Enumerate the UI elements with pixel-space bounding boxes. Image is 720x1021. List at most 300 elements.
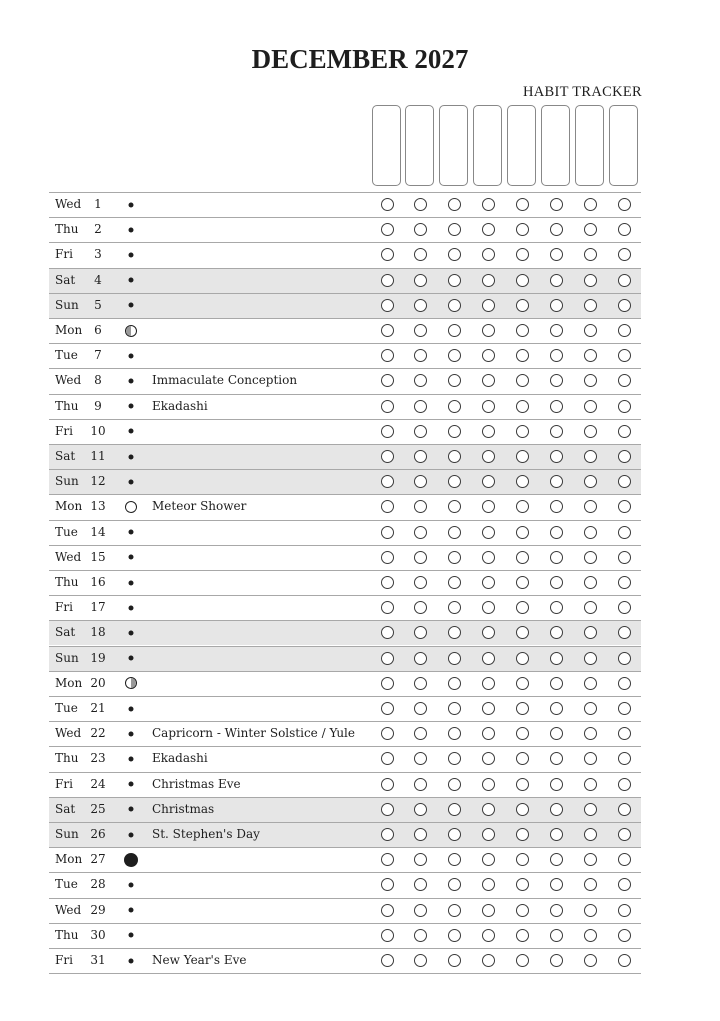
habit-checkbox[interactable] <box>516 475 529 488</box>
habit-checkbox[interactable] <box>618 374 631 387</box>
habit-checkbox[interactable] <box>618 828 631 841</box>
habit-checkbox[interactable] <box>618 526 631 539</box>
habit-checkbox[interactable] <box>414 198 427 211</box>
habit-checkbox[interactable] <box>448 652 461 665</box>
habit-checkbox[interactable] <box>516 727 529 740</box>
habit-checkbox[interactable] <box>618 752 631 765</box>
habit-checkbox[interactable] <box>584 198 597 211</box>
habit-checkbox[interactable] <box>448 878 461 891</box>
habit-checkbox[interactable] <box>516 551 529 564</box>
habit-checkbox[interactable] <box>550 727 563 740</box>
habit-checkbox[interactable] <box>550 475 563 488</box>
day-number: 9 <box>94 398 102 413</box>
day-of-week: Sun <box>55 827 79 841</box>
habit-checkbox[interactable] <box>482 727 495 740</box>
habit-checkbox[interactable] <box>482 929 495 942</box>
habit-checkbox[interactable] <box>618 853 631 866</box>
habit-checkbox[interactable] <box>618 778 631 791</box>
habit-checkbox[interactable] <box>584 551 597 564</box>
habit-checkbox[interactable] <box>482 752 495 765</box>
habit-checkbox[interactable] <box>414 274 427 287</box>
habit-checkbox[interactable] <box>448 677 461 690</box>
habit-checkbox[interactable] <box>584 904 597 917</box>
habit-checkbox[interactable] <box>550 878 563 891</box>
habit-checkbox[interactable] <box>482 778 495 791</box>
habit-checkbox[interactable] <box>584 299 597 312</box>
habit-checkbox[interactable] <box>516 652 529 665</box>
habit-checkbox[interactable] <box>516 929 529 942</box>
habit-checkbox[interactable] <box>448 778 461 791</box>
habit-checkbox[interactable] <box>516 526 529 539</box>
habit-checkbox[interactable] <box>381 752 394 765</box>
habit-checkbox[interactable] <box>482 299 495 312</box>
habit-checkbox[interactable] <box>516 274 529 287</box>
habit-checkbox[interactable] <box>550 904 563 917</box>
habit-checkbox[interactable] <box>482 576 495 589</box>
habit-checkbox[interactable] <box>550 400 563 413</box>
habit-checkbox[interactable] <box>448 853 461 866</box>
habit-checkbox[interactable] <box>381 526 394 539</box>
habit-checkbox[interactable] <box>584 853 597 866</box>
habit-checkbox[interactable] <box>448 752 461 765</box>
habit-checkbox[interactable] <box>584 778 597 791</box>
habit-checkbox[interactable] <box>482 853 495 866</box>
habit-checkbox[interactable] <box>448 727 461 740</box>
habit-checkbox[interactable] <box>516 374 529 387</box>
habit-checkbox[interactable] <box>482 702 495 715</box>
habit-checkbox[interactable] <box>584 349 597 362</box>
day-number: 11 <box>90 449 106 463</box>
habit-checkbox[interactable] <box>414 727 427 740</box>
habit-checkbox[interactable] <box>414 778 427 791</box>
habit-checkbox[interactable] <box>584 400 597 413</box>
habit-checkbox[interactable] <box>482 601 495 614</box>
habit-checkbox[interactable] <box>482 500 495 513</box>
habit-checkbox[interactable] <box>482 828 495 841</box>
habit-checkbox[interactable] <box>584 954 597 967</box>
habit-checkbox[interactable] <box>618 677 631 690</box>
day-number: 24 <box>90 776 106 791</box>
habit-checkbox[interactable] <box>550 803 563 816</box>
habit-checkbox[interactable] <box>618 248 631 261</box>
habit-column-header-2[interactable] <box>405 105 434 186</box>
habit-checkbox[interactable] <box>414 904 427 917</box>
habit-checkbox[interactable] <box>618 425 631 438</box>
habit-checkbox[interactable] <box>381 349 394 362</box>
habit-checkbox[interactable] <box>414 828 427 841</box>
day-of-week: Sun <box>55 297 79 312</box>
habit-checkbox[interactable] <box>414 450 427 463</box>
habit-checkbox[interactable] <box>381 853 394 866</box>
habit-checkbox[interactable] <box>550 626 563 639</box>
habit-checkbox[interactable] <box>516 878 529 891</box>
habit-checkbox[interactable] <box>381 828 394 841</box>
habit-checkbox[interactable] <box>618 652 631 665</box>
day-of-week: Tue <box>55 701 78 715</box>
day-number: 19 <box>90 650 106 665</box>
habit-checkbox[interactable] <box>618 198 631 211</box>
habit-checkbox[interactable] <box>618 324 631 337</box>
habit-checkbox[interactable] <box>414 248 427 261</box>
habit-checkbox[interactable] <box>381 601 394 614</box>
habit-checkbox[interactable] <box>448 374 461 387</box>
habit-checkbox[interactable] <box>516 223 529 236</box>
habit-checkbox[interactable] <box>584 702 597 715</box>
habit-checkbox[interactable] <box>482 374 495 387</box>
habit-checkbox[interactable] <box>482 551 495 564</box>
habit-checkbox[interactable] <box>381 551 394 564</box>
habit-column-header-7[interactable] <box>575 105 604 186</box>
habit-checkbox[interactable] <box>448 475 461 488</box>
habit-checkbox[interactable] <box>618 803 631 816</box>
habit-checkbox[interactable] <box>516 198 529 211</box>
habit-checkbox[interactable] <box>550 954 563 967</box>
habit-checkbox[interactable] <box>584 828 597 841</box>
habit-checkbox[interactable] <box>516 904 529 917</box>
habit-column-header-5[interactable] <box>507 105 536 186</box>
habit-checkbox[interactable] <box>448 425 461 438</box>
habit-checkbox[interactable] <box>584 576 597 589</box>
habit-checkbox[interactable] <box>414 500 427 513</box>
habit-column-header-6[interactable] <box>541 105 570 186</box>
habit-checkbox[interactable] <box>516 425 529 438</box>
habit-checkbox[interactable] <box>381 299 394 312</box>
habit-checkbox[interactable] <box>414 803 427 816</box>
day-of-week: Thu <box>55 751 79 766</box>
habit-checkbox[interactable] <box>584 324 597 337</box>
habit-checkbox[interactable] <box>482 400 495 413</box>
row-divider <box>49 318 641 319</box>
habit-checkbox[interactable] <box>618 878 631 891</box>
day-number: 2 <box>94 222 102 237</box>
habit-checkbox[interactable] <box>618 349 631 362</box>
habit-checkbox[interactable] <box>448 198 461 211</box>
habit-checkbox[interactable] <box>482 324 495 337</box>
day-of-week: Tue <box>55 348 78 363</box>
habit-checkbox[interactable] <box>584 652 597 665</box>
day-dot-icon <box>129 605 134 610</box>
habit-checkbox[interactable] <box>618 626 631 639</box>
habit-checkbox[interactable] <box>414 752 427 765</box>
habit-checkbox[interactable] <box>414 299 427 312</box>
habit-checkbox[interactable] <box>482 652 495 665</box>
habit-checkbox[interactable] <box>381 223 394 236</box>
habit-checkbox[interactable] <box>550 198 563 211</box>
habit-checkbox[interactable] <box>381 702 394 715</box>
habit-checkbox[interactable] <box>414 702 427 715</box>
habit-checkbox[interactable] <box>381 248 394 261</box>
habit-checkbox[interactable] <box>381 475 394 488</box>
habit-checkbox[interactable] <box>550 274 563 287</box>
habit-checkbox[interactable] <box>516 803 529 816</box>
day-number: 20 <box>90 675 106 690</box>
day-dot-icon <box>129 202 134 207</box>
habit-checkbox[interactable] <box>448 299 461 312</box>
day-row <box>49 923 641 948</box>
habit-checkbox[interactable] <box>618 500 631 513</box>
habit-checkbox[interactable] <box>414 677 427 690</box>
habit-checkbox[interactable] <box>618 702 631 715</box>
habit-checkbox[interactable] <box>414 400 427 413</box>
habit-checkbox[interactable] <box>381 904 394 917</box>
habit-checkbox[interactable] <box>618 551 631 564</box>
habit-column-header-1[interactable] <box>372 105 401 186</box>
habit-column-header-4[interactable] <box>473 105 502 186</box>
habit-checkbox[interactable] <box>550 551 563 564</box>
habit-checkbox[interactable] <box>516 349 529 362</box>
habit-checkbox[interactable] <box>381 274 394 287</box>
habit-checkbox[interactable] <box>550 752 563 765</box>
habit-checkbox[interactable] <box>482 248 495 261</box>
row-divider <box>49 822 641 823</box>
habit-checkbox[interactable] <box>381 198 394 211</box>
habit-checkbox[interactable] <box>584 727 597 740</box>
habit-checkbox[interactable] <box>516 954 529 967</box>
habit-checkbox[interactable] <box>550 576 563 589</box>
habit-checkbox[interactable] <box>381 803 394 816</box>
habit-checkbox[interactable] <box>482 954 495 967</box>
habit-checkbox[interactable] <box>482 526 495 539</box>
habit-checkbox[interactable] <box>414 349 427 362</box>
day-of-week: Sat <box>55 449 76 463</box>
habit-checkbox[interactable] <box>448 400 461 413</box>
habit-checkbox[interactable] <box>618 576 631 589</box>
habit-checkbox[interactable] <box>482 626 495 639</box>
habit-checkbox[interactable] <box>550 778 563 791</box>
day-of-week: Thu <box>55 575 79 589</box>
habit-checkbox[interactable] <box>414 551 427 564</box>
habit-checkbox[interactable] <box>584 803 597 816</box>
habit-checkbox[interactable] <box>414 853 427 866</box>
habit-checkbox[interactable] <box>516 853 529 866</box>
habit-checkbox[interactable] <box>516 400 529 413</box>
habit-checkbox[interactable] <box>482 677 495 690</box>
habit-checkbox[interactable] <box>550 677 563 690</box>
habit-checkbox[interactable] <box>482 198 495 211</box>
habit-checkbox[interactable] <box>381 374 394 387</box>
habit-checkbox[interactable] <box>381 778 394 791</box>
habit-checkbox[interactable] <box>448 601 461 614</box>
day-row <box>49 494 641 519</box>
row-divider <box>49 217 641 218</box>
habit-checkbox[interactable] <box>550 349 563 362</box>
habit-checkbox[interactable] <box>516 702 529 715</box>
habit-checkbox[interactable] <box>516 828 529 841</box>
habit-checkbox[interactable] <box>550 601 563 614</box>
habit-checkbox[interactable] <box>584 677 597 690</box>
habit-checkbox[interactable] <box>516 576 529 589</box>
habit-checkbox[interactable] <box>516 299 529 312</box>
habit-checkbox[interactable] <box>381 400 394 413</box>
habit-checkbox[interactable] <box>584 626 597 639</box>
day-dot-icon <box>129 454 134 459</box>
habit-checkbox[interactable] <box>550 500 563 513</box>
day-dot-icon <box>129 908 134 913</box>
habit-checkbox[interactable] <box>550 929 563 942</box>
habit-checkbox[interactable] <box>414 652 427 665</box>
habit-checkbox[interactable] <box>584 526 597 539</box>
event-label: Christmas <box>152 801 215 816</box>
habit-checkbox[interactable] <box>550 702 563 715</box>
habit-checkbox[interactable] <box>448 551 461 564</box>
habit-checkbox[interactable] <box>448 954 461 967</box>
habit-checkbox[interactable] <box>381 652 394 665</box>
habit-checkbox[interactable] <box>414 576 427 589</box>
habit-checkbox[interactable] <box>448 324 461 337</box>
habit-checkbox[interactable] <box>482 904 495 917</box>
habit-checkbox[interactable] <box>584 475 597 488</box>
habit-checkbox[interactable] <box>550 299 563 312</box>
habit-checkbox[interactable] <box>618 601 631 614</box>
row-divider <box>49 646 641 647</box>
habit-checkbox[interactable] <box>448 929 461 942</box>
habit-checkbox[interactable] <box>448 526 461 539</box>
habit-column-header-3[interactable] <box>439 105 468 186</box>
habit-checkbox[interactable] <box>618 223 631 236</box>
day-row <box>49 520 641 545</box>
habit-checkbox[interactable] <box>482 803 495 816</box>
day-number: 8 <box>94 373 102 388</box>
day-of-week: Wed <box>55 902 82 917</box>
day-of-week: Sun <box>55 650 79 665</box>
habit-checkbox[interactable] <box>584 274 597 287</box>
day-row <box>49 545 641 570</box>
habit-checkbox[interactable] <box>448 626 461 639</box>
habit-checkbox[interactable] <box>584 500 597 513</box>
row-divider <box>49 973 641 974</box>
habit-checkbox[interactable] <box>448 450 461 463</box>
habit-checkbox[interactable] <box>550 526 563 539</box>
habit-checkbox[interactable] <box>381 425 394 438</box>
day-of-week: Sun <box>55 474 79 489</box>
habit-checkbox[interactable] <box>584 450 597 463</box>
habit-checkbox[interactable] <box>550 828 563 841</box>
habit-checkbox[interactable] <box>618 954 631 967</box>
day-dot-icon <box>129 958 134 963</box>
habit-checkbox[interactable] <box>550 853 563 866</box>
day-of-week: Thu <box>55 222 79 237</box>
habit-checkbox[interactable] <box>618 475 631 488</box>
habit-checkbox[interactable] <box>584 425 597 438</box>
habit-checkbox[interactable] <box>618 450 631 463</box>
habit-checkbox[interactable] <box>448 500 461 513</box>
habit-checkbox[interactable] <box>584 929 597 942</box>
habit-checkbox[interactable] <box>618 929 631 942</box>
day-row <box>49 394 641 419</box>
row-divider <box>49 898 641 899</box>
habit-checkbox[interactable] <box>482 450 495 463</box>
habit-checkbox[interactable] <box>584 752 597 765</box>
habit-checkbox[interactable] <box>381 576 394 589</box>
habit-checkbox[interactable] <box>550 324 563 337</box>
habit-checkbox[interactable] <box>448 349 461 362</box>
habit-checkbox[interactable] <box>516 601 529 614</box>
habit-checkbox[interactable] <box>414 626 427 639</box>
habit-checkbox[interactable] <box>482 475 495 488</box>
day-row <box>49 192 641 217</box>
habit-checkbox[interactable] <box>516 324 529 337</box>
habit-checkbox[interactable] <box>414 878 427 891</box>
habit-checkbox[interactable] <box>414 954 427 967</box>
habit-checkbox[interactable] <box>414 526 427 539</box>
habit-checkbox[interactable] <box>381 727 394 740</box>
habit-checkbox[interactable] <box>381 500 394 513</box>
day-row <box>49 343 641 368</box>
row-divider <box>49 746 641 747</box>
habit-checkbox[interactable] <box>381 929 394 942</box>
habit-checkbox[interactable] <box>584 601 597 614</box>
habit-checkbox[interactable] <box>618 727 631 740</box>
habit-checkbox[interactable] <box>381 677 394 690</box>
day-number: 17 <box>90 600 106 615</box>
habit-checkbox[interactable] <box>516 752 529 765</box>
habit-checkbox[interactable] <box>448 576 461 589</box>
habit-checkbox[interactable] <box>414 475 427 488</box>
habit-checkbox[interactable] <box>516 677 529 690</box>
habit-checkbox[interactable] <box>414 929 427 942</box>
habit-checkbox[interactable] <box>381 324 394 337</box>
habit-checkbox[interactable] <box>516 248 529 261</box>
habit-checkbox[interactable] <box>550 248 563 261</box>
habit-column-header-8[interactable] <box>609 105 638 186</box>
day-number: 26 <box>90 827 106 841</box>
habit-checkbox[interactable] <box>414 425 427 438</box>
habit-checkbox[interactable] <box>618 274 631 287</box>
habit-checkbox[interactable] <box>448 248 461 261</box>
day-row <box>49 293 641 318</box>
habit-checkbox[interactable] <box>618 904 631 917</box>
habit-checkbox[interactable] <box>482 274 495 287</box>
habit-checkbox[interactable] <box>584 878 597 891</box>
habit-checkbox[interactable] <box>550 652 563 665</box>
habit-checkbox[interactable] <box>482 349 495 362</box>
habit-checkbox[interactable] <box>584 374 597 387</box>
day-number: 22 <box>90 726 106 741</box>
habit-checkbox[interactable] <box>414 601 427 614</box>
habit-checkbox[interactable] <box>381 450 394 463</box>
day-dot-icon <box>129 630 134 635</box>
habit-checkbox[interactable] <box>482 425 495 438</box>
habit-checkbox[interactable] <box>618 299 631 312</box>
habit-checkbox[interactable] <box>414 223 427 236</box>
habit-checkbox[interactable] <box>381 954 394 967</box>
habit-checkbox[interactable] <box>482 878 495 891</box>
habit-checkbox[interactable] <box>381 626 394 639</box>
habit-checkbox[interactable] <box>448 702 461 715</box>
habit-checkbox[interactable] <box>516 626 529 639</box>
habit-checkbox[interactable] <box>448 904 461 917</box>
habit-checkbox[interactable] <box>550 374 563 387</box>
habit-checkbox[interactable] <box>448 274 461 287</box>
habit-checkbox[interactable] <box>482 223 495 236</box>
habit-checkbox[interactable] <box>618 400 631 413</box>
habit-checkbox[interactable] <box>550 223 563 236</box>
day-number: 21 <box>90 701 106 715</box>
habit-checkbox[interactable] <box>550 425 563 438</box>
habit-checkbox[interactable] <box>584 248 597 261</box>
habit-checkbox[interactable] <box>448 803 461 816</box>
habit-checkbox[interactable] <box>414 324 427 337</box>
habit-checkbox[interactable] <box>414 374 427 387</box>
habit-checkbox[interactable] <box>550 450 563 463</box>
habit-checkbox[interactable] <box>584 223 597 236</box>
habit-checkbox[interactable] <box>516 778 529 791</box>
habit-checkbox[interactable] <box>516 500 529 513</box>
habit-checkbox[interactable] <box>448 828 461 841</box>
habit-checkbox[interactable] <box>516 450 529 463</box>
habit-checkbox[interactable] <box>448 223 461 236</box>
habit-checkbox[interactable] <box>381 878 394 891</box>
